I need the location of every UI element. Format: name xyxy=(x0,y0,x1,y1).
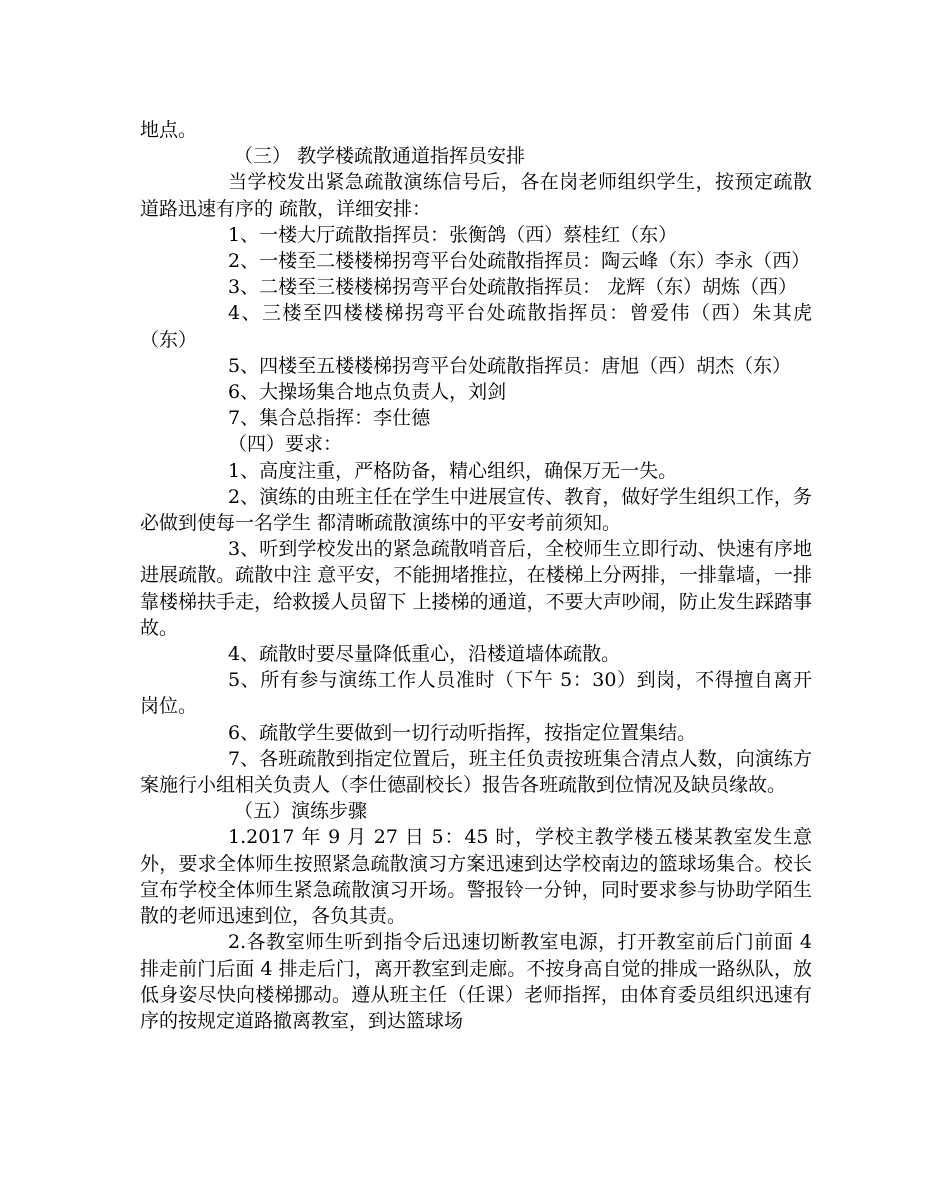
requirement-1: 1、高度注重，严格防备，精心组织，确保万无一失。 xyxy=(228,459,678,482)
section-heading-five: （五）演练步骤 xyxy=(234,800,368,823)
section-heading-four: （四）要求： xyxy=(228,433,343,456)
list-item-3: 3、二楼至三楼楼梯拐弯平台处疏散指挥员： 龙辉（东）胡炼（西） xyxy=(228,276,798,299)
list-item-4: 4、三楼至四楼楼梯拐弯平台处疏散指挥员：曾爱伟（西）朱其虎（东） xyxy=(140,302,812,351)
list-item-5: 5、四楼至五楼楼梯拐弯平台处疏散指挥员：唐旭（西）胡杰（东） xyxy=(228,354,792,377)
requirement-4: 4、疏散时要尽量降低重心，沿楼道墙体疏散。 xyxy=(228,643,621,666)
requirement-7: 7、各班疏散到指定位置后，班主任负责按班集合清点人数，向演练方案施行小组相关负责人（李仕德副校长）报告各班疏散到位情况及缺员缘故。 xyxy=(140,747,812,797)
requirement-2: 2、演练的由班主任在学生中进展宣传、教育，做好学生组织工作，务必做到使每一名学生 都清晰疏散演练中的平安考前须知。 xyxy=(140,485,812,535)
paragraph-continuation: 地点。 xyxy=(140,119,198,141)
section-heading-three: （三） 教学楼疏散通道指挥员安排 xyxy=(234,145,526,168)
list-item-6: 6、大操场集合地点负责人，刘剑 xyxy=(228,381,507,404)
paragraph-intro: 当学校发出紧急疏散演练信号后，各在岗老师组织学生，按预定疏散道路迅速有序的 疏散，详细安排： xyxy=(140,171,812,220)
list-item-2: 2、一楼至二楼楼梯拐弯平台处疏散指挥员：陶云峰（东）李永（西） xyxy=(228,250,811,273)
step-1: 1.2017 年 9 月 27 日 5：45 时，学校主教学楼五楼某教室发生意外，要求全体师生按照紧急疏散演习方案迅速到达学校南边的篮球场集合。校长宣布学校全体师生紧急疏散演习开场。警报铃一分钟，同时要求参与协助学陌生散的老师迅速到位，各负其责。 xyxy=(140,826,812,928)
document-body xyxy=(140,117,812,1034)
requirement-6: 6、疏散学生要做到一切行动听指挥，按指定位置集结。 xyxy=(228,721,697,744)
step-2: 2.各教室师生听到指令后迅速切断教室电源，打开教室前后门前面 4 排走前门后面 4 排走后门，离开教室到走廊。不按身高自觉的排成一路纵队，放低身姿尽快向楼梯挪动。遵从班主任（任课）老师指挥，由体育委员组织迅速有序的按规定道路撤离教室，到达篮球场 xyxy=(140,931,812,1032)
list-item-1: 1、一楼大厅疏散指挥员：张衡鸽（西）蔡桂红（东） xyxy=(228,223,678,246)
requirement-5: 5、所有参与演练工作人员准时（下午 5：30）到岗，不得擅自离开岗位。 xyxy=(140,669,812,718)
requirement-3: 3、听到学校发出的紧急疏散哨音后，全校师生立即行动、快速有序地进展疏散。疏散中注 意平安，不能拥堵推拉，在楼梯上分两排，一排靠墙，一排靠楼梯扶手走，给救援人员留下 上搂梯的通道，不要大声吵闹，防止发生踩踏事故。 xyxy=(140,538,812,639)
list-item-7: 7、集合总指挥：李仕德 xyxy=(228,407,431,430)
